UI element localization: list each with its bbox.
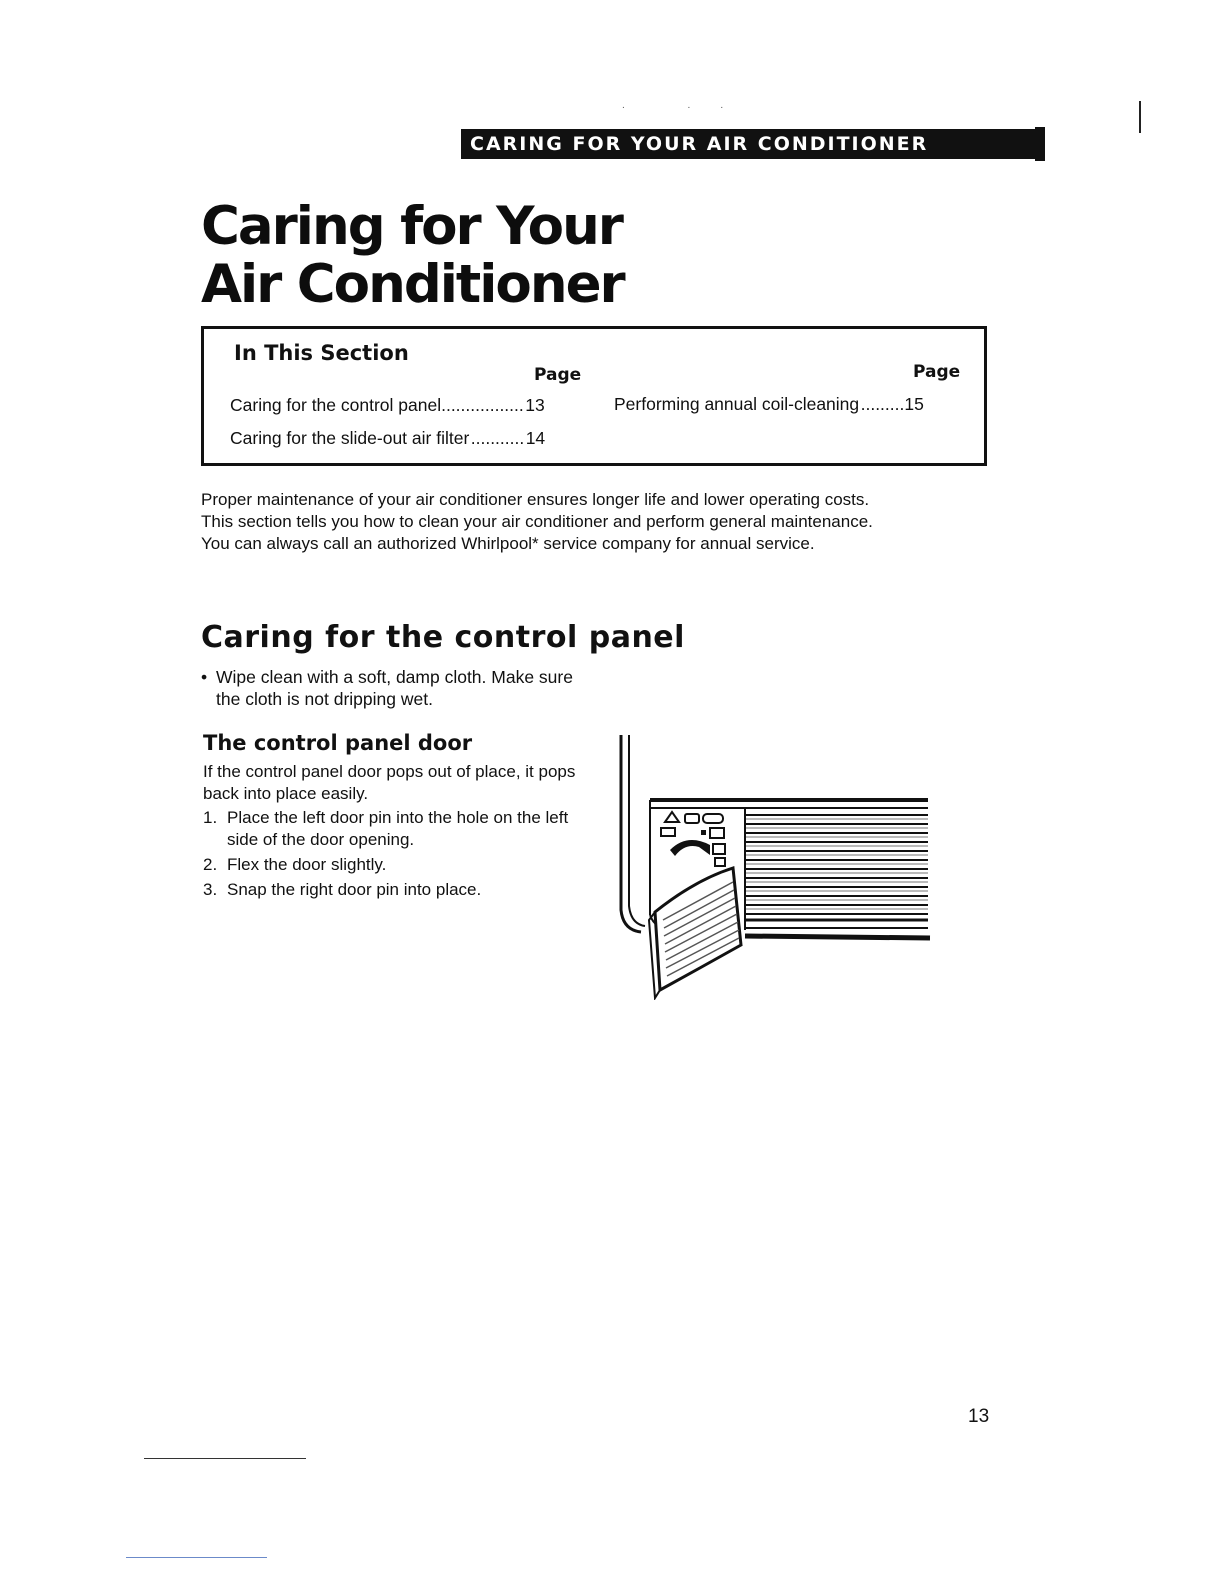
toc-entry-control-panel[interactable] bbox=[230, 395, 545, 416]
step-item bbox=[203, 879, 593, 901]
bullet-symbol: • bbox=[201, 667, 208, 687]
bullet-item bbox=[201, 666, 581, 710]
step-text: Flex the door slightly. bbox=[227, 855, 387, 874]
step-item bbox=[203, 807, 593, 851]
toc-leader: ........... bbox=[470, 428, 525, 448]
page-title bbox=[201, 198, 624, 314]
steps-list bbox=[203, 807, 593, 904]
toc-heading: In This Section bbox=[234, 341, 409, 365]
step-text: Place the left door pin into the hole on the left side of the door opening. bbox=[227, 808, 569, 849]
page-title-line2: Air Conditioner bbox=[201, 254, 624, 315]
toc-page-number: 14 bbox=[525, 428, 546, 448]
toc-leader: ................. bbox=[441, 395, 524, 415]
banner-tail bbox=[1035, 127, 1045, 161]
step-text: Snap the right door pin into place. bbox=[227, 880, 482, 899]
section-title: Caring for the control panel bbox=[201, 620, 685, 655]
margin-mark bbox=[1139, 101, 1141, 133]
step-number: 2. bbox=[203, 855, 218, 874]
toc-page-number: 13 bbox=[525, 395, 545, 415]
bullet-text: Wipe clean with a soft, damp cloth. Make sure the cloth is not dripping wet. bbox=[216, 667, 573, 709]
step-number: 1. bbox=[203, 808, 218, 827]
toc-entry-label: Caring for the control panel bbox=[230, 395, 442, 415]
toc-leader: ......... bbox=[860, 394, 905, 414]
page-title-line1: Caring for Your bbox=[201, 196, 622, 257]
page-number: 13 bbox=[968, 1406, 990, 1427]
step-number: 3. bbox=[203, 880, 218, 899]
toc-page-label-left: Page bbox=[534, 365, 582, 385]
toc-entry-label: Caring for the slide-out air filter bbox=[230, 428, 470, 448]
toc-entry-air-filter[interactable] bbox=[230, 428, 545, 449]
intro-paragraph bbox=[201, 489, 981, 555]
toc-entry-coil-cleaning[interactable] bbox=[614, 394, 924, 415]
intro-line: Proper maintenance of your air conditioner ensures longer life and lower operating costs. bbox=[201, 490, 870, 509]
intro-line: You can always call an authorized Whirlpool* service company for annual service. bbox=[201, 534, 815, 553]
section-banner: CARING FOR YOUR AIR CONDITIONER bbox=[461, 129, 1035, 159]
intro-line: This section tells you how to clean your air conditioner and perform general maintenance. bbox=[201, 512, 873, 531]
toc-page-number: 15 bbox=[904, 394, 924, 414]
footer-rule bbox=[144, 1458, 306, 1459]
subsection-title: The control panel door bbox=[203, 731, 473, 755]
toc-entry-label: Performing annual coil-cleaning bbox=[614, 394, 860, 414]
subsection-intro: If the control panel door pops out of place, it pops back into place easily. bbox=[203, 762, 576, 803]
toc-page-label-right: Page bbox=[913, 362, 961, 382]
step-item bbox=[203, 854, 593, 876]
scan-specks: . .. bbox=[622, 100, 754, 111]
control-panel-door-illustration bbox=[615, 730, 935, 1000]
edge-rule bbox=[126, 1557, 267, 1558]
control-panel-door-icon bbox=[615, 730, 935, 1000]
